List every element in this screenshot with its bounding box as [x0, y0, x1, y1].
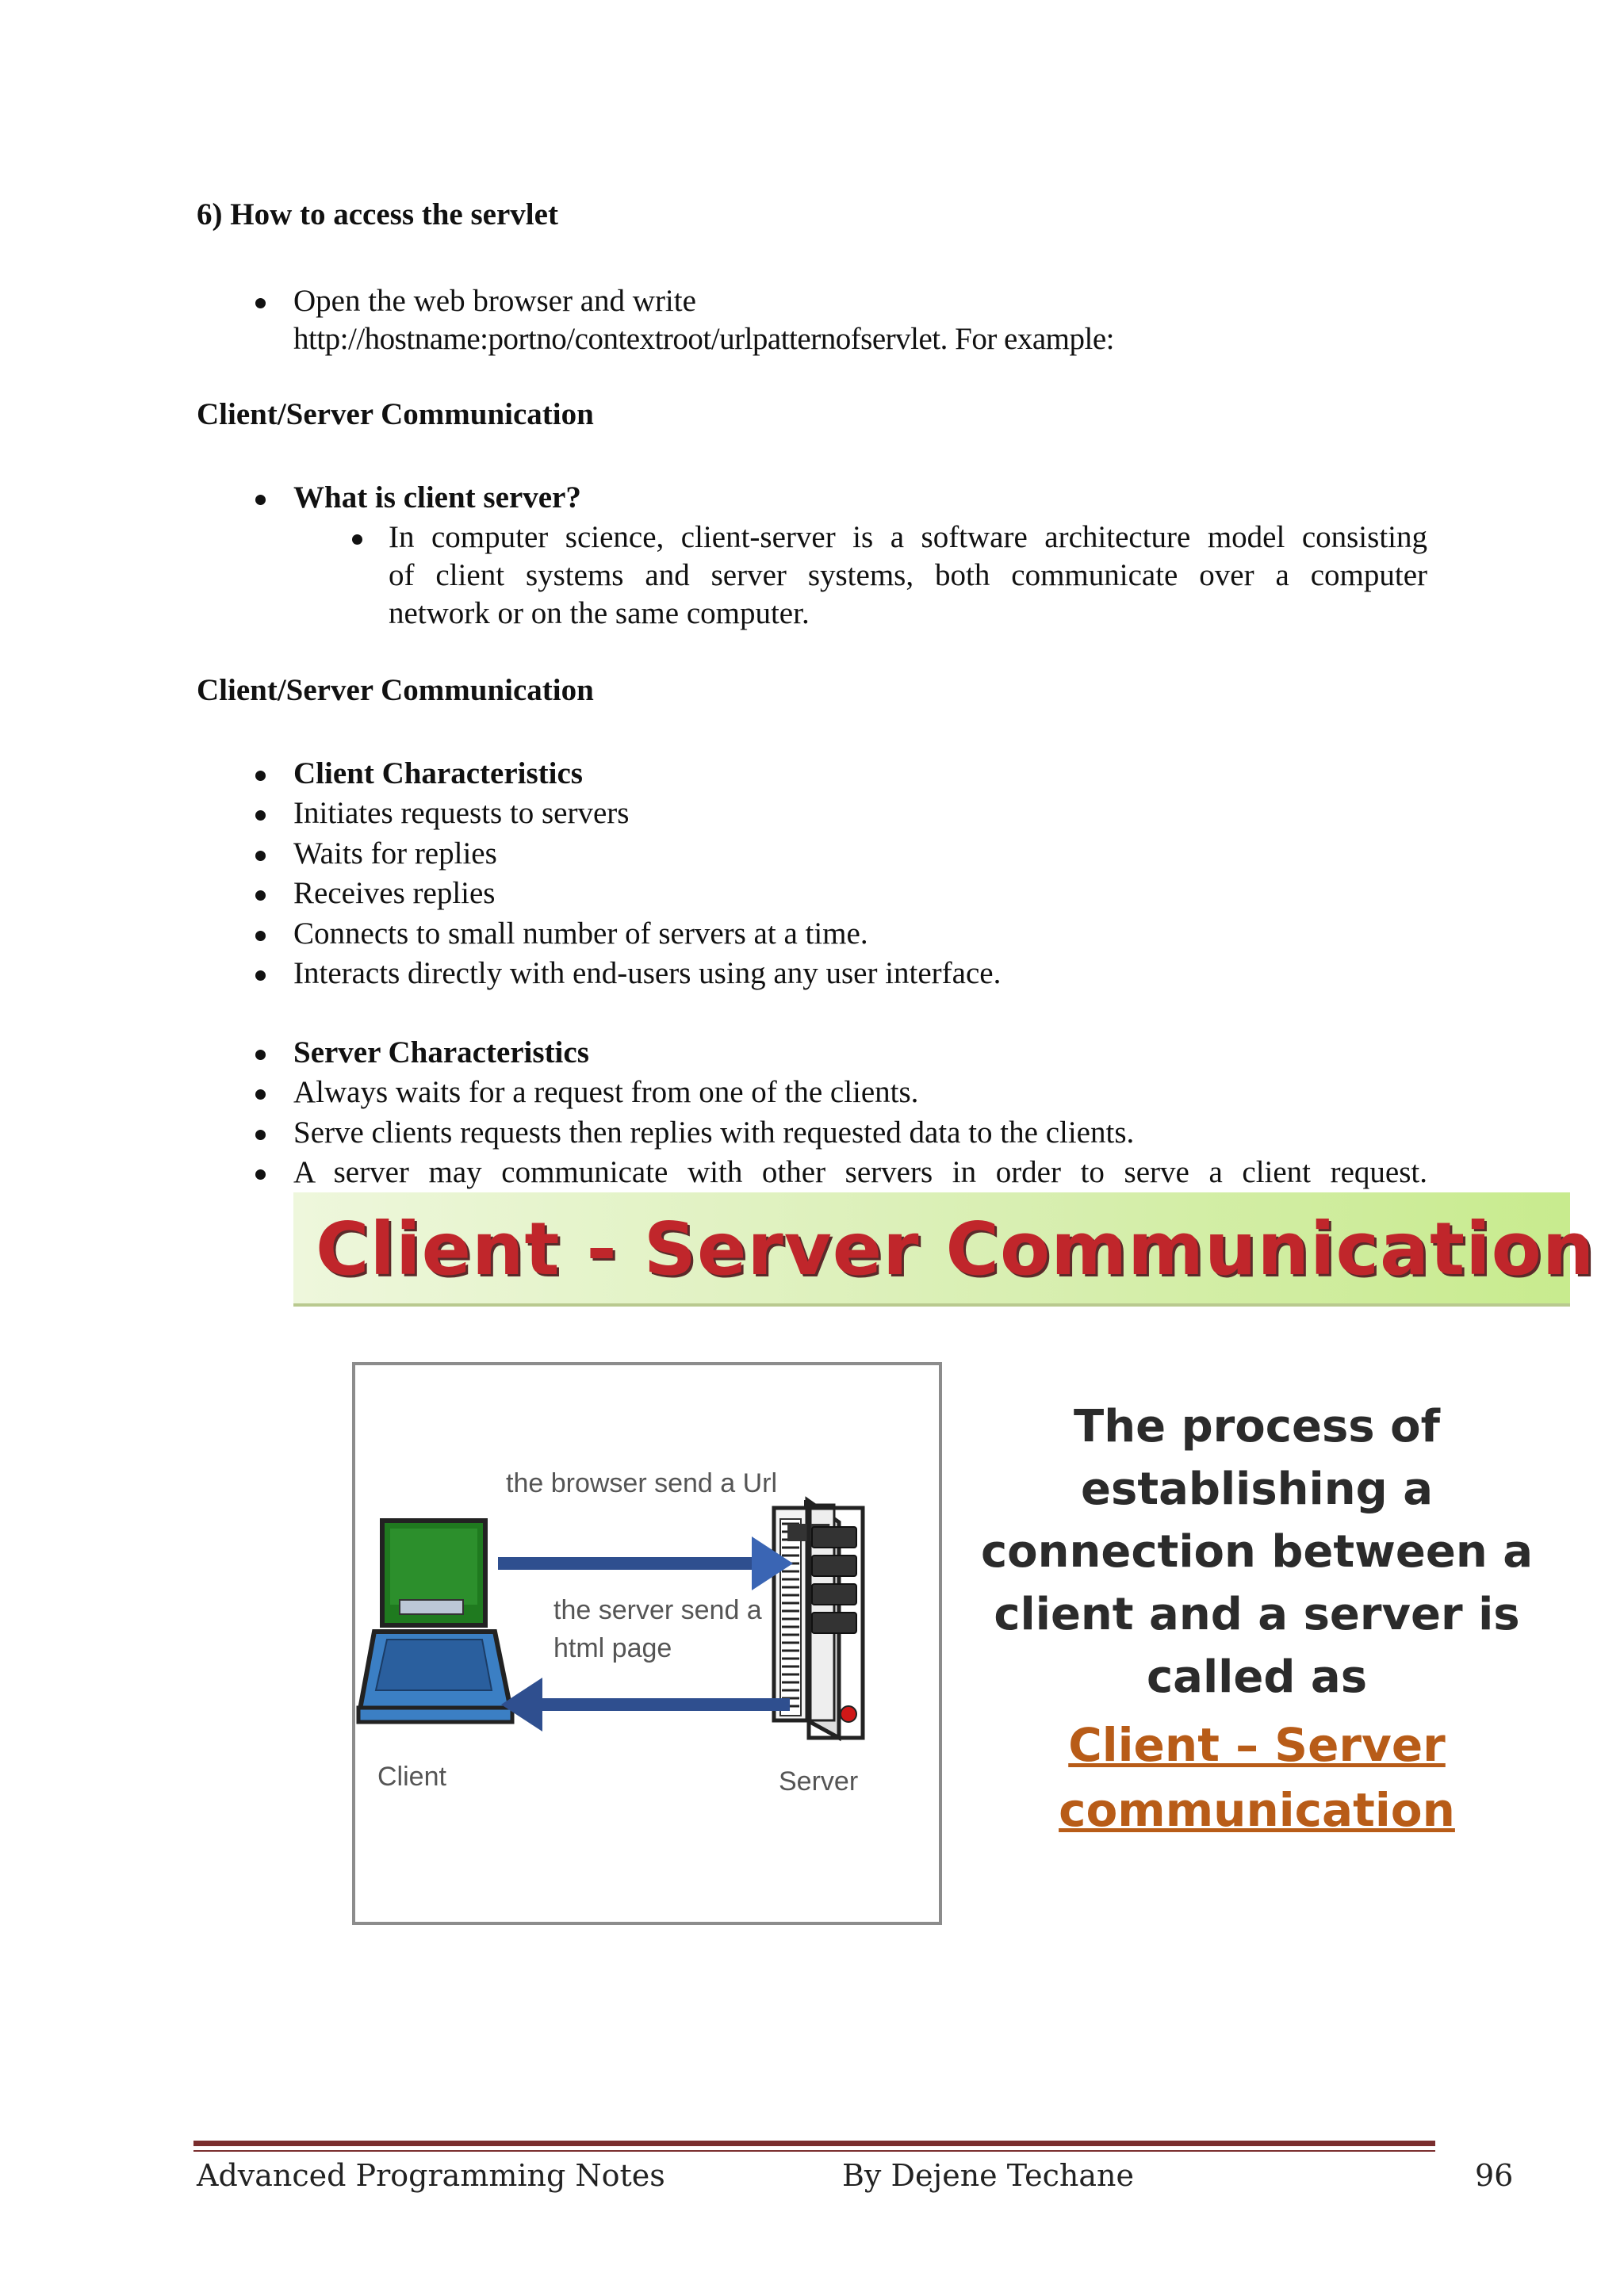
- section-heading: 6) How to access the servlet: [197, 197, 558, 232]
- definition-line-3: network or on the same computer.: [389, 596, 810, 630]
- figure-banner-title: Client - Server Communication: [316, 1207, 1595, 1292]
- footer-rule: [193, 2141, 1435, 2146]
- explanation-line: The process of: [1074, 1401, 1440, 1452]
- explanation-line: client and a server is: [994, 1589, 1520, 1640]
- laptop-icon: [358, 1521, 512, 1722]
- explanation-line: called as: [1146, 1651, 1368, 1703]
- explanation-line: connection between a: [980, 1526, 1534, 1578]
- highlight-term-line1: Client – Server: [1068, 1718, 1446, 1772]
- cs-heading-1: Client/Server Communication: [197, 397, 594, 431]
- bullet-dot: [255, 1169, 266, 1180]
- bullet-dot: [255, 931, 266, 941]
- explanation-line: establishing a: [1081, 1464, 1433, 1515]
- bullet-dot: [255, 970, 266, 981]
- footer-title: Advanced Programming Notes: [197, 2158, 665, 2193]
- page-number: 96: [1475, 2158, 1514, 2193]
- access-instruction-url: http://hostname:portno/contextroot/urlpatternofservlet. For example:: [293, 322, 1114, 356]
- client-characteristics-title: Client Characteristics: [293, 756, 583, 790]
- client-item: Interacts directly with end-users using any user interface.: [293, 956, 1002, 990]
- diagram-graphics: [355, 1365, 939, 1922]
- arrow-top-label: the browser send a Url: [506, 1468, 778, 1498]
- server-item: Always waits for a request from one of the clients.: [293, 1075, 919, 1109]
- bullet-dot: [255, 1050, 266, 1060]
- cs-heading-2: Client/Server Communication: [197, 673, 594, 707]
- access-instruction-line1: Open the web browser and write: [293, 284, 696, 318]
- arrow-bottom-label-2: html page: [553, 1633, 672, 1663]
- request-arrow: [498, 1536, 793, 1590]
- highlight-term-line2: communication: [1059, 1783, 1455, 1837]
- footer-rule-thin: [193, 2150, 1435, 2152]
- definition-line-2: of client systems and server systems, both communicate over a computer: [389, 558, 1427, 592]
- server-item: Serve clients requests then replies with requested data to the clients.: [293, 1115, 1135, 1150]
- client-item: Waits for replies: [293, 836, 497, 871]
- client-item: Initiates requests to servers: [293, 796, 630, 830]
- server-characteristics-title: Server Characteristics: [293, 1035, 589, 1070]
- footer-author: By Dejene Techane: [842, 2158, 1134, 2193]
- bullet-dot: [255, 1089, 266, 1100]
- bullet-dot: [255, 890, 266, 901]
- bullet-dot: [255, 851, 266, 861]
- sub-bullet-dot: [352, 534, 362, 545]
- client-label: Client: [377, 1762, 446, 1792]
- bullet-dot: [255, 771, 266, 781]
- bullet-dot: [255, 298, 266, 308]
- server-label: Server: [779, 1766, 859, 1797]
- arrow-bottom-label-1: the server send a: [553, 1595, 762, 1625]
- client-item: Connects to small number of servers at a time.: [293, 916, 868, 951]
- definition-line-1: In computer science, client-server is a software architecture model consisting: [389, 520, 1427, 554]
- bullet-dot: [255, 810, 266, 821]
- response-arrow: [501, 1678, 790, 1732]
- figure-banner: [293, 1192, 1595, 1307]
- figure-explanation: [967, 1395, 1546, 1709]
- client-item: Receives replies: [293, 876, 496, 910]
- bullet-dot: [255, 495, 266, 505]
- what-is-client-server: What is client server?: [293, 480, 581, 515]
- bullet-dot: [255, 1130, 266, 1140]
- client-server-diagram: [352, 1362, 942, 1925]
- server-item: A server may communicate with other servers in order to serve a client request.: [293, 1155, 1427, 1189]
